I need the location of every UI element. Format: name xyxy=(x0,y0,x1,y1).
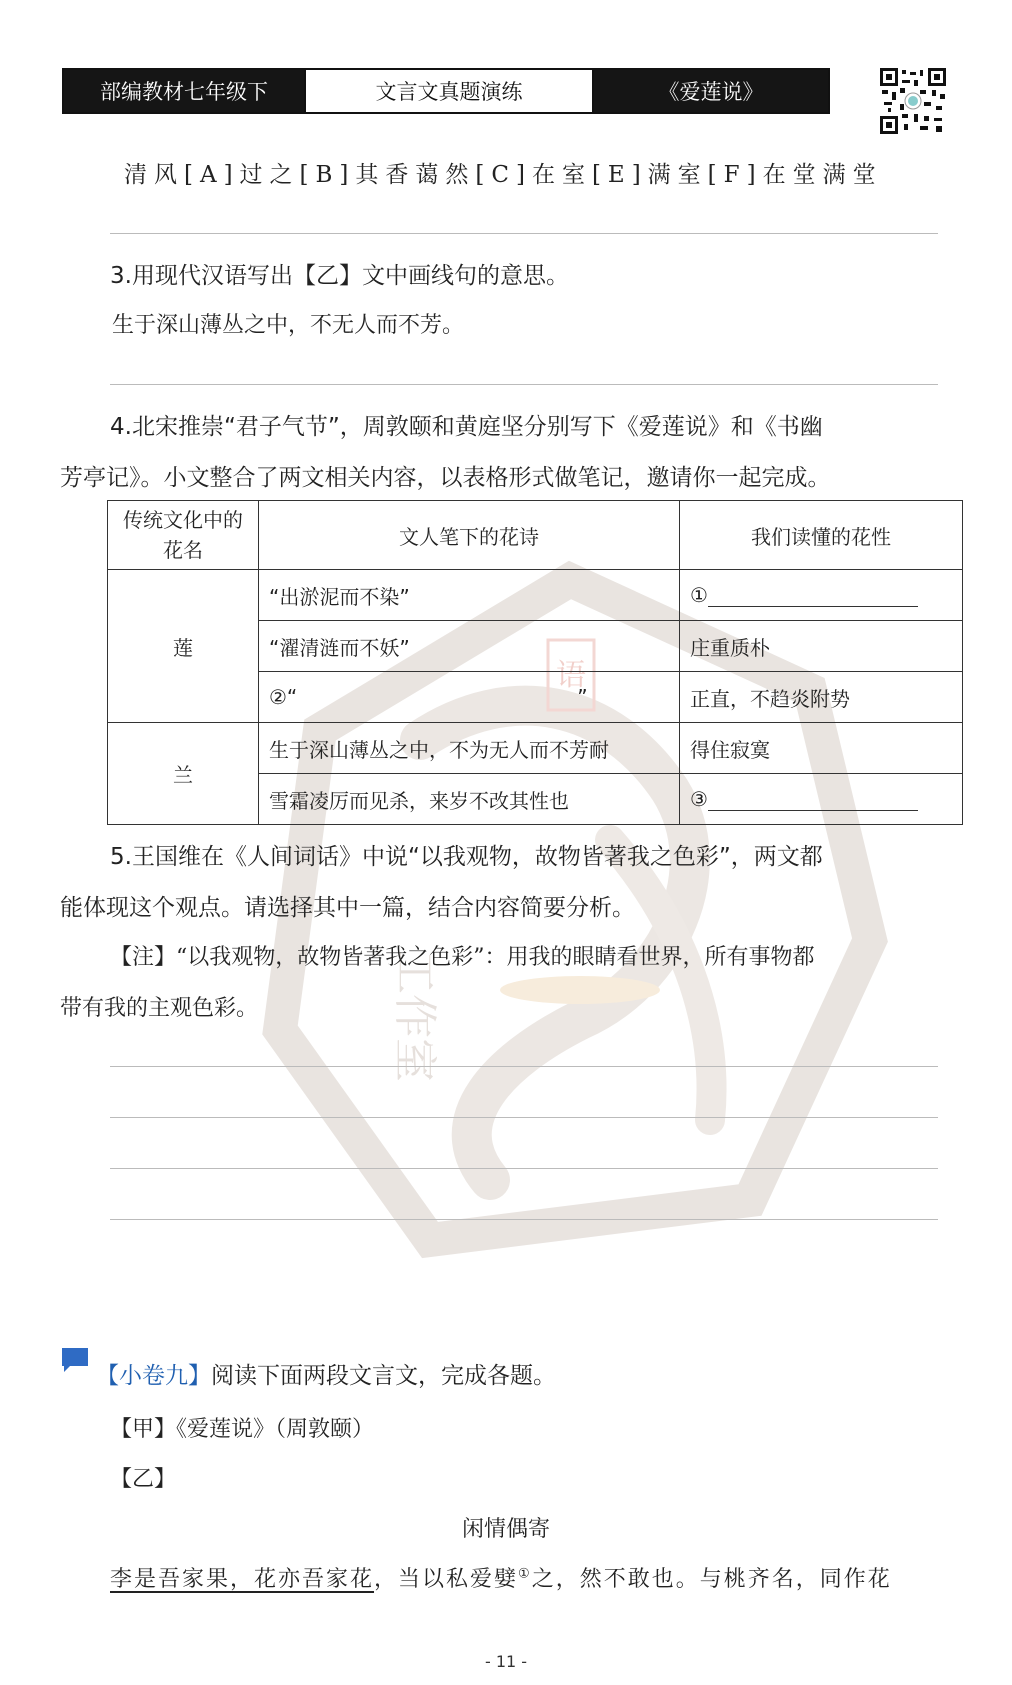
flower-lotus: 莲 xyxy=(108,570,259,723)
trait-cell: 得住寂寞 xyxy=(680,723,963,774)
poem-cell: 生于深山薄丛之中，不为无人而不芳耐 xyxy=(259,723,680,774)
poem-cell: “出淤泥而不染” xyxy=(259,570,680,621)
poem-cell-blank xyxy=(259,672,680,723)
section9-heading xyxy=(96,1357,556,1390)
table-header-trait: 我们读懂的花性 xyxy=(680,501,963,570)
section9-tag: 【小卷九】 xyxy=(96,1363,211,1389)
table-header-poem: 文人笔下的花诗 xyxy=(259,501,680,570)
qr-code xyxy=(880,68,946,134)
q5-note-line2: 带有我的主观色彩。 xyxy=(60,996,259,1021)
answer-line xyxy=(110,1066,938,1067)
passage-yi-label: 【乙】 xyxy=(110,1467,177,1492)
poem-cell: “濯清涟而不妖” xyxy=(259,621,680,672)
answer-line xyxy=(110,233,938,234)
header-bar xyxy=(62,68,830,114)
watermark-seal: 语 xyxy=(556,658,586,693)
footnote-mark: ① xyxy=(518,1566,532,1582)
q2-answer-text: 清风[A]过之[B]其香蔼然[C]在室[E]满室[F]在堂满堂 xyxy=(124,162,883,188)
q5-note-line1: 【注】“以我观物，故物皆著我之色彩”：用我的眼睛看世界，所有事物都 xyxy=(110,945,815,970)
q4-line2: 芳亭记》。小文整合了两文相关内容，以表格形式做笔记，邀请你一起完成。 xyxy=(60,465,831,491)
table-header-flower: 传统文化中的花名 xyxy=(108,501,259,570)
passage-jia-label: 【甲】《爱莲说》（周敦颐） xyxy=(110,1417,375,1442)
passage-yi-line1 xyxy=(110,1562,892,1593)
q3-question: 3.用现代汉语写出【乙】文中画线句的意思。 xyxy=(110,263,569,289)
section9-title: 阅读下面两段文言文，完成各题。 xyxy=(211,1363,556,1389)
header-grade: 部编教材七年级下 xyxy=(64,70,304,112)
blank-label-2: ②“ xyxy=(269,685,298,709)
speech-bubble-icon xyxy=(60,1346,92,1374)
table-row xyxy=(108,723,963,774)
table-row xyxy=(108,570,963,621)
watermark-text: 工作室 xyxy=(389,950,440,1082)
quote-close: ” xyxy=(577,685,588,709)
blank-label-1: ① xyxy=(690,583,708,607)
header-topic: 文言文真题演练 xyxy=(304,70,594,112)
trait-cell: 正直，不趋炎附势 xyxy=(680,672,963,723)
poem-cell: 雪霜凌厉而见杀，来岁不改其性也 xyxy=(259,774,680,825)
flower-orchid: 兰 xyxy=(108,723,259,825)
answer-line xyxy=(110,1168,938,1169)
q3-answer: 生于深山薄丛之中，不无人而不芳。 xyxy=(112,313,465,338)
notes-table xyxy=(107,500,963,825)
q4-line1: 4.北宋推崇“君子气节”，周敦颐和黄庭坚分别写下《爱莲说》和《书幽 xyxy=(110,414,823,440)
page-number: - 11 - xyxy=(484,1652,528,1671)
header-title: 《爱莲说》 xyxy=(594,70,828,112)
answer-blank-1[interactable] xyxy=(708,588,918,607)
answer-line xyxy=(110,1219,938,1220)
q5-line1: 5.王国维在《人间词话》中说“以我观物，故物皆著我之色彩”，两文都 xyxy=(110,844,823,870)
answer-line xyxy=(110,1117,938,1118)
blank-label-3: ③ xyxy=(690,787,708,811)
answer-line xyxy=(110,384,938,385)
q5-line2: 能体现这个观点。请选择其中一篇，结合内容简要分析。 xyxy=(60,895,635,921)
table-header-row xyxy=(108,501,963,570)
answer-blank-3[interactable] xyxy=(708,792,918,811)
trait-cell xyxy=(680,570,963,621)
passage-yi-title: 闲情偶寄 xyxy=(461,1517,550,1542)
underlined-sentence: 李是吾家果，花亦吾家花 xyxy=(110,1567,375,1592)
trait-cell: 庄重质朴 xyxy=(680,621,963,672)
passage-text: 之，然不敢也。与桃齐名，同作花 xyxy=(531,1567,892,1592)
trait-cell xyxy=(680,774,963,825)
passage-text: ，当以私爱嬖 xyxy=(374,1567,519,1592)
